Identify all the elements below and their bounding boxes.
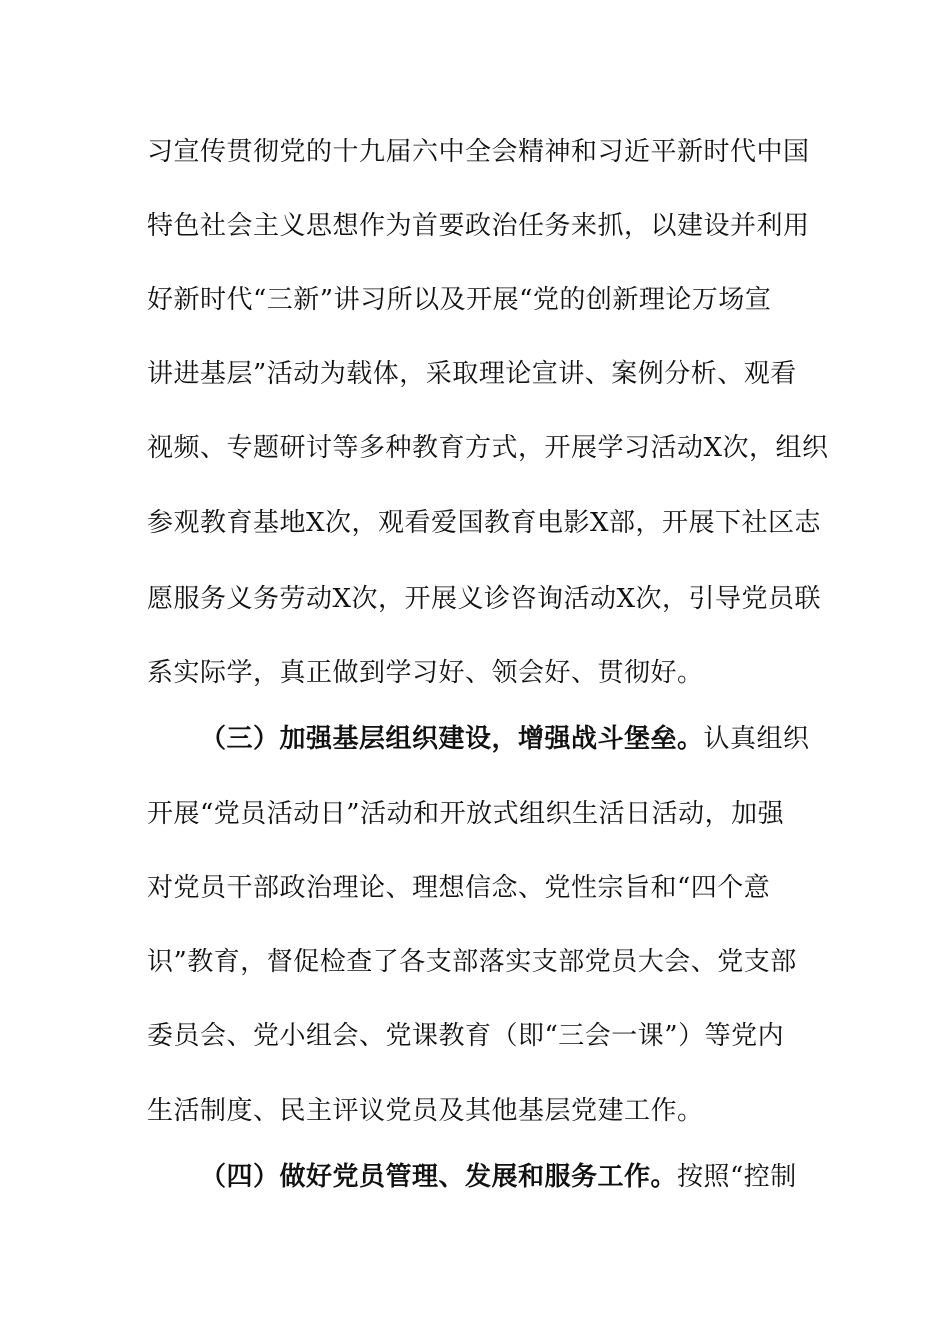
paragraph-line: 讲进基层”活动为载体，采取理论宣讲、案例分析、观看 [147, 359, 797, 389]
paragraph-line: 好新时代“三新”讲习所以及开展“党的创新理论万场宣 [147, 285, 772, 315]
paragraph-line: 开展“党员活动日”活动和开放式组织生活日活动，加强 [147, 799, 785, 829]
section-4-text: 按照“控制 [677, 1162, 797, 1192]
paragraph-line: 习宣传贯彻党的十九届六中全会精神和习近平新时代中国 [147, 137, 810, 167]
section-3-first-line [200, 724, 880, 754]
section-3-heading: （三）加强基层组织建设，增强战斗堡垒。 [200, 724, 704, 754]
paragraph-line: 生活制度、民主评议党员及其他基层党建工作。 [147, 1096, 704, 1126]
paragraph-line: 愿服务义务劳动X次，开展义诊咨询活动X次，引导党员联 [147, 584, 822, 614]
section-3-text: 认真组织 [703, 724, 810, 754]
paragraph-line: 对党员干部政治理论、理想信念、党性宗旨和“四个意 [147, 873, 771, 903]
paragraph-line: 参观教育基地X次，观看爱国教育电影X部，开展下社区志 [147, 508, 822, 538]
paragraph-line: 特色社会主义思想作为首要政治任务来抓，以建设并利用 [147, 211, 810, 241]
paragraph-line: 识”教育，督促检查了各支部落实支部党员大会、党支部 [147, 947, 797, 977]
section-4-first-line [200, 1162, 880, 1192]
section-4-heading: （四）做好党员管理、发展和服务工作。 [200, 1162, 678, 1192]
paragraph-line: 委员会、党小组会、党课教育（即“三会一课”）等党内 [147, 1021, 785, 1051]
paragraph-line: 系实际学，真正做到学习好、领会好、贯彻好。 [147, 658, 704, 688]
paragraph-line: 视频、专题研讨等多种教育方式，开展学习活动X次，组织 [147, 433, 829, 463]
